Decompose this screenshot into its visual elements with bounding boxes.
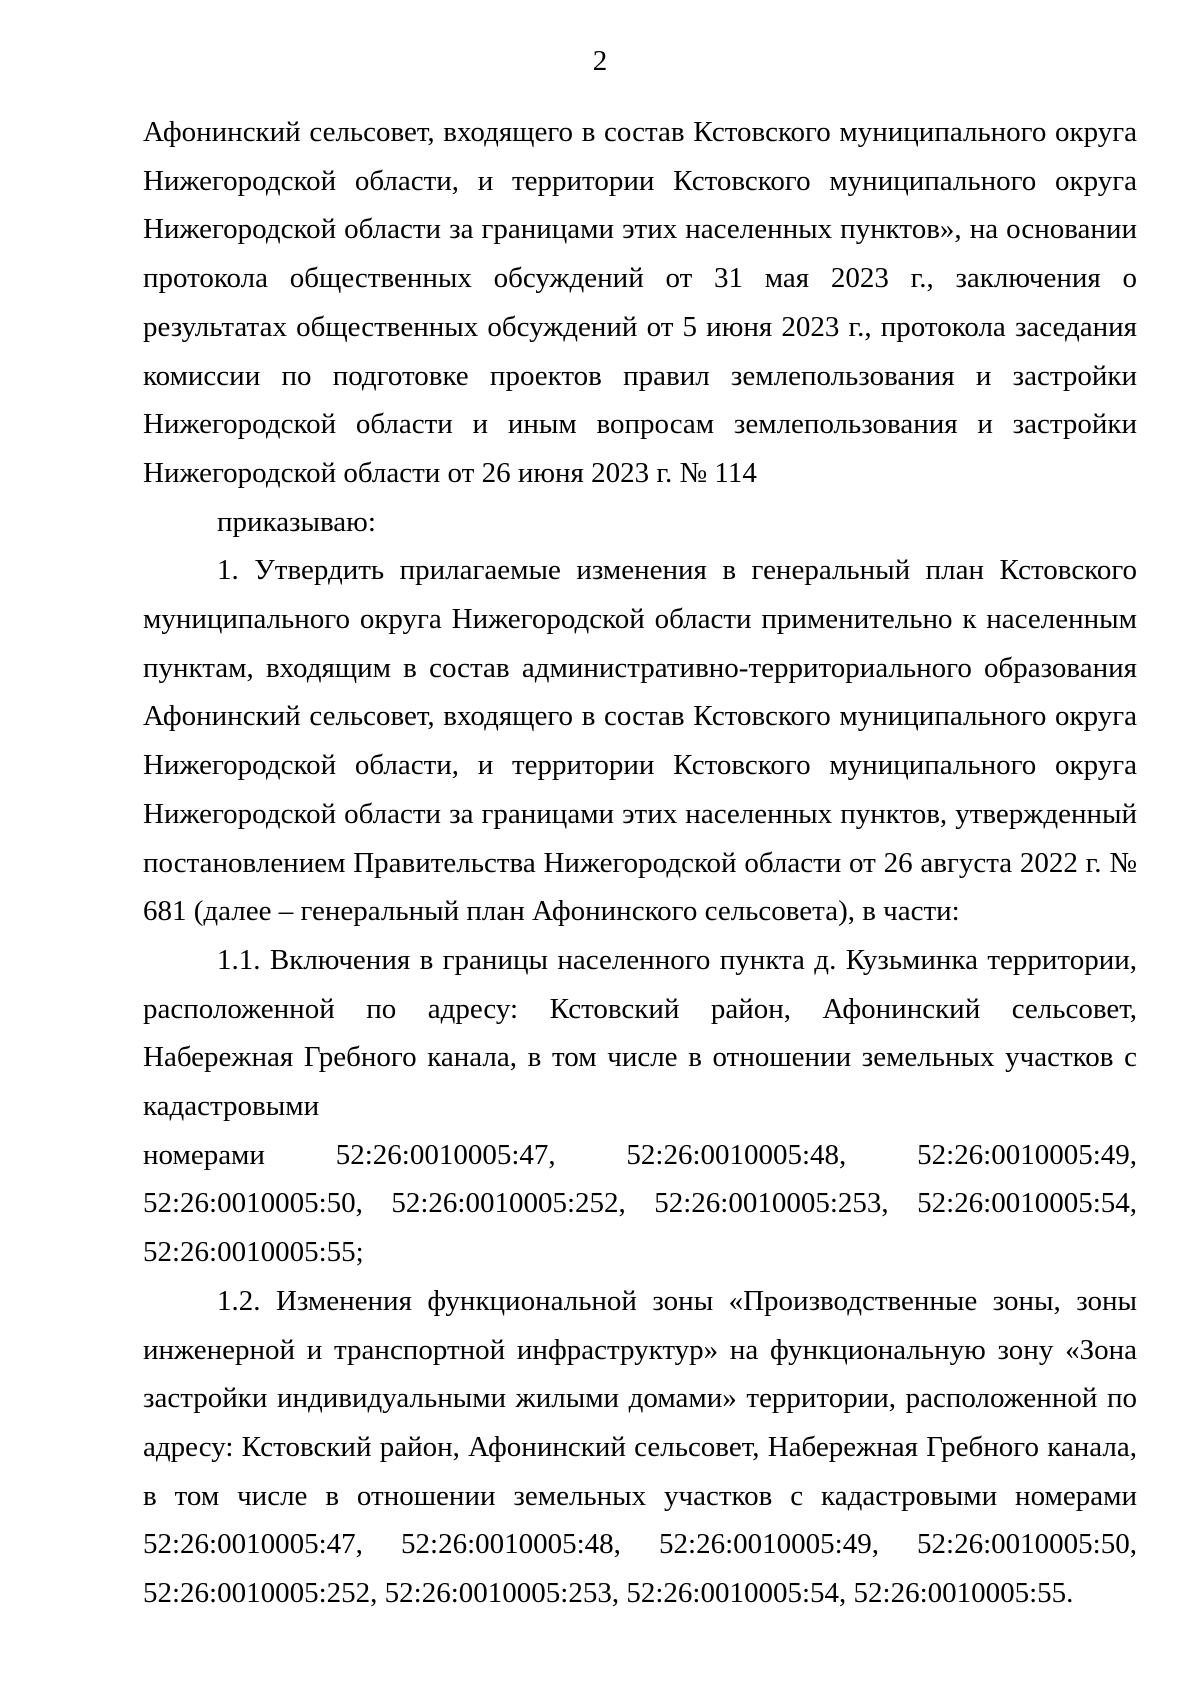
page-number: 2 <box>592 45 608 77</box>
clause-1-2 <box>143 1277 1137 1618</box>
preamble-paragraph: Афонинский сельсовет, входящего в состав Кстовского муниципального округа Нижегородской области, и территории Кстовского муниципального округа Нижегородской области за границами этих населенных пунктов», на основании протокола общественных обсуждений от 31 мая 2023 г., заключения о результатах общественных обсуждений от 5 июня 2023 г., протокола заседания комиссии по подготовке проектов правил землепользования и застройки Нижегородской области и иным вопросам землепользования и застройки Нижегородской области от 26 июня 2023 г. № 114 <box>143 116 1137 489</box>
cadastral-number: 52:26:0010005:47, <box>335 1138 556 1171</box>
cadastral-row <box>143 1131 1137 1180</box>
document-body <box>143 108 1137 1618</box>
cadastral-last-line: 52:26:0010005:252, 52:26:0010005:253, 52:26:0010005:54, 52:26:0010005:55. <box>143 1577 1074 1610</box>
clause-1-1-text: 1.1. Включения в границы населенного пункта д. Кузьминка территории, расположенной по адресу: Кстовский район, Афонинский сельсовет, Набережная Гребного канала, в том числе в отношении земельных участков с кадастровыми <box>143 943 1137 1123</box>
cadastral-number: 52:26:0010005:252, <box>391 1187 626 1220</box>
order-word: приказываю: <box>217 505 376 538</box>
cadastral-number: 52:26:0010005:49, <box>659 1528 879 1561</box>
cadastral-number: 52:26:0010005:50, <box>143 1187 363 1220</box>
cadastral-number: 52:26:0010005:50, <box>917 1528 1137 1561</box>
cadastral-row <box>143 1179 1137 1228</box>
clause-1-1 <box>143 936 1137 1277</box>
cadastral-number: 52:26:0010005:47, <box>143 1528 363 1561</box>
clause-1: 1. Утвердить прилагаемые изменения в генеральный план Кстовского муниципального округа Нижегородской области применительно к населенным пунктам, входящим в состав административно-территориального образования Афонинский сельсовет, входящего в состав Кстовского муниципального округа Нижегородской области, и территории Кстовского муниципального округа Нижегородской области за границами этих населенных пунктов, утвержденный постановлением Правительства Нижегородской области от 26 августа 2022 г. № 681 (далее – генеральный план Афонинского сельсовета), в части: <box>143 554 1137 928</box>
cadastral-number: 52:26:0010005:49, <box>917 1138 1137 1171</box>
cadastral-number: 52:26:0010005:54, <box>917 1187 1137 1220</box>
cadastral-number: 52:26:0010005:253, <box>654 1187 889 1220</box>
cadastral-last-line: 52:26:0010005:55; <box>143 1236 364 1269</box>
clause-1-2-text: 1.2. Изменения функциональной зоны «Производственные зоны, зоны инженерной и транспортной инфраструктур» на функциональную зону «Зона застройки индивидуальными жилыми домами» территории, расположенной по адресу: Кстовский район, Афонинский сельсовет, Набережная Гребного канала, в том числе в отношении земельных участков с кадастровыми номерами <box>143 1284 1137 1512</box>
cadastral-label: номерами <box>143 1138 265 1171</box>
cadastral-number: 52:26:0010005:48, <box>626 1138 847 1171</box>
cadastral-number: 52:26:0010005:48, <box>401 1528 621 1561</box>
cadastral-row <box>143 1520 1137 1569</box>
